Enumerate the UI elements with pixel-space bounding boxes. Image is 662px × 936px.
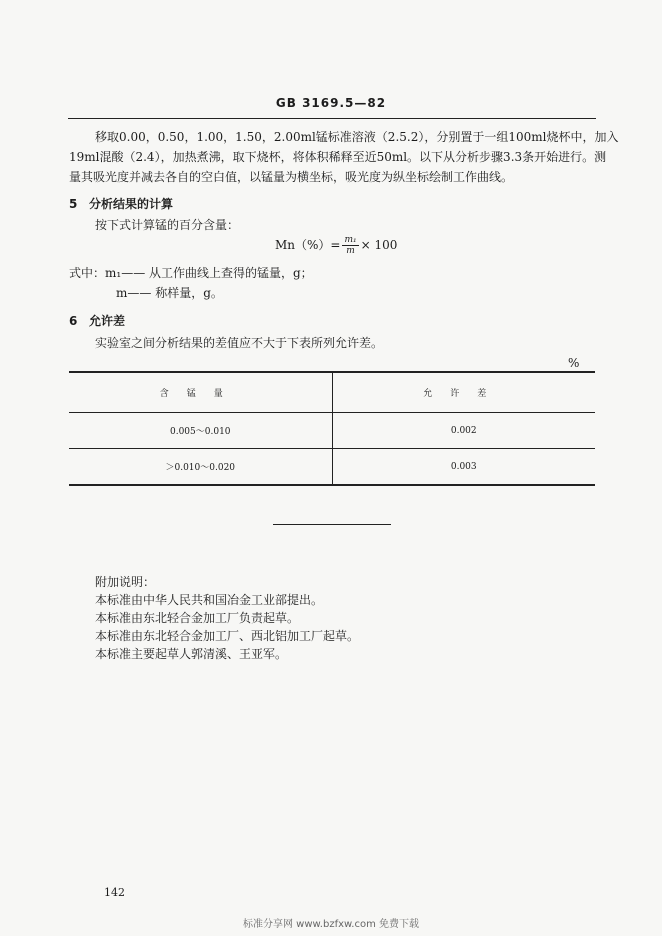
section-5-heading: [69, 195, 173, 212]
section-6-text: 实验室之间分析结果的差值应不大于下表所列允许差。: [95, 336, 384, 350]
intro-line-1: 移取0.00，0.50，1.00，1.50，2.00ml锰标准溶液（2.5.2），分别置于一组100ml烧杯中，加入: [95, 130, 619, 144]
note-line: 本标准主要起草人郭清溪、王亚军。: [95, 647, 288, 661]
formula-right: × 100: [360, 238, 398, 252]
section-6-title: 允许差: [89, 314, 126, 328]
formula-left: Mn（%）=: [275, 238, 341, 252]
formula-fraction: [342, 235, 358, 256]
note-line: 本标准由中华人民共和国冶金工业部提出。: [95, 593, 324, 607]
section-5-number: 5: [69, 197, 78, 211]
section-5-title: 分析结果的计算: [89, 197, 174, 211]
section-6-number: 6: [69, 314, 78, 328]
section-6-heading: [69, 312, 125, 329]
table-cell: ＞0.010～0.020: [69, 449, 332, 486]
table-row: [69, 449, 595, 486]
section-5-text: 按下式计算锰的百分含量：: [95, 218, 240, 232]
end-divider: [273, 524, 391, 525]
table-cell: 0.003: [332, 449, 595, 486]
table-row: [69, 413, 595, 449]
intro-line-2: 19ml混酸（2.4），加热煮沸，取下烧杯，将体积稀释至近50ml。以下从分析步骤3.3条开始进行。测: [69, 150, 607, 164]
header-manganese-content: 含锰量: [69, 372, 332, 413]
tolerance-table: [69, 372, 595, 486]
unit-label: %: [568, 356, 580, 370]
intro-line-3: 量其吸光度并减去各自的空白值，以锰量为横坐标，吸光度为纵坐标绘制工作曲线。: [69, 170, 514, 184]
table-cell: 0.005～0.010: [69, 413, 332, 449]
header-divider: [68, 118, 596, 119]
note-line: 本标准由东北轻合金加工厂、西北铝加工厂起草。: [95, 629, 360, 643]
document-header: GB 3169.5—82: [275, 96, 387, 110]
page-number: 142: [104, 886, 125, 899]
table-cell: 0.002: [332, 413, 595, 449]
formula-denominator: m: [346, 246, 355, 256]
formula-numerator: m₁: [344, 235, 357, 245]
where-line-1: 式中：m₁—— 从工作曲线上查得的锰量，g；: [69, 266, 313, 280]
footer-watermark: 标准分享网 www.bzfxw.com 免费下载: [243, 919, 419, 930]
note-line: 本标准由东北轻合金加工厂负责起草。: [95, 611, 300, 625]
notes-title: 附加说明：: [95, 575, 156, 589]
manganese-formula: [275, 235, 397, 256]
where-line-2: m—— 称样量，g。: [116, 286, 223, 300]
header-tolerance: 允许差: [332, 372, 595, 413]
